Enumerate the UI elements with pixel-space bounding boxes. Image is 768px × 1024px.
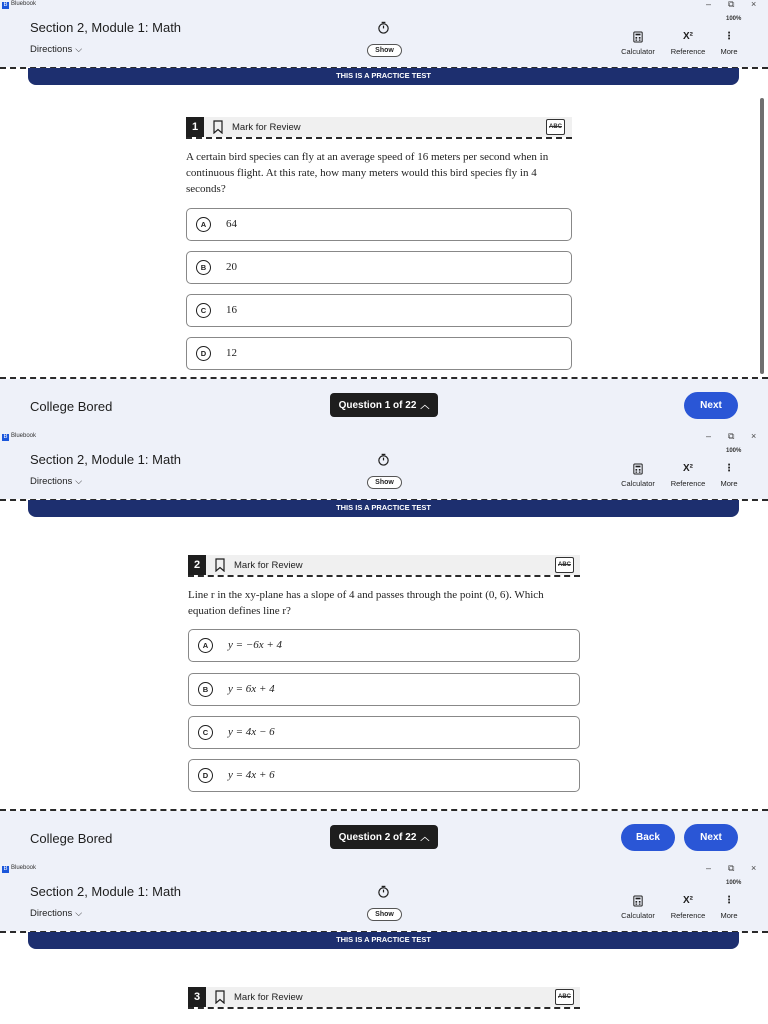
test-header bbox=[0, 12, 768, 67]
directions-label: Directions bbox=[30, 476, 73, 487]
title-bar bbox=[0, 432, 768, 444]
section-title: Section 2, Module 1: Math bbox=[30, 452, 182, 467]
practice-test-banner: THIS IS A PRACTICE TEST bbox=[28, 932, 739, 949]
show-timer-button[interactable]: Show bbox=[367, 908, 402, 921]
bluebook-window-2 bbox=[0, 432, 768, 864]
more-label: More bbox=[720, 911, 738, 920]
test-footer bbox=[0, 379, 768, 432]
more-label: More bbox=[720, 47, 738, 56]
chevron-down-icon: ⌵ bbox=[75, 476, 83, 486]
bluebook-app-icon: B bbox=[3, 2, 8, 8]
close-button[interactable]: × bbox=[751, 864, 757, 873]
question-number: 2 bbox=[188, 555, 206, 575]
chevron-down-icon: ⌵ bbox=[75, 44, 83, 54]
calculator-icon bbox=[633, 462, 643, 476]
back-button[interactable]: Back bbox=[621, 824, 675, 851]
choice-text: y = −6x + 4 bbox=[228, 639, 283, 651]
close-button[interactable]: × bbox=[751, 0, 757, 9]
question-header-rule bbox=[186, 137, 572, 139]
answer-eliminator-button[interactable]: ABC bbox=[555, 989, 574, 1005]
calculator-label: Calculator bbox=[621, 47, 655, 56]
bluebook-window-1 bbox=[0, 0, 768, 432]
question-header-rule bbox=[188, 575, 580, 577]
app-name: Bluebook bbox=[11, 865, 37, 871]
reference-button[interactable] bbox=[666, 462, 710, 488]
choice-letter: D bbox=[198, 768, 213, 783]
close-button[interactable]: × bbox=[751, 432, 757, 441]
question-prompt: A certain bird species can fly at an average speed of 16 meters per second when in continuous flight. At this rate, how many meters would this bird species fly in 4 seconds? bbox=[186, 151, 549, 195]
timer-icon[interactable] bbox=[377, 885, 390, 898]
minimize-button[interactable]: – bbox=[706, 864, 712, 873]
reference-label: Reference bbox=[670, 479, 706, 488]
question-number: 1 bbox=[186, 117, 204, 137]
section-title: Section 2, Module 1: Math bbox=[30, 884, 182, 899]
question-header-rule bbox=[188, 1007, 580, 1009]
answer-choice-a[interactable] bbox=[186, 208, 572, 241]
answer-choice-a[interactable] bbox=[188, 629, 580, 662]
choice-letter: B bbox=[198, 682, 213, 697]
show-timer-button[interactable]: Show bbox=[367, 476, 402, 489]
chevron-up-icon: ︿ bbox=[420, 832, 430, 842]
mark-for-review-label[interactable]: Mark for Review bbox=[232, 122, 301, 133]
test-header bbox=[0, 444, 768, 499]
choice-letter: C bbox=[198, 725, 213, 740]
bookmark-icon[interactable] bbox=[215, 558, 225, 572]
answer-choice-b[interactable] bbox=[186, 251, 572, 284]
formula-icon: X² bbox=[683, 895, 693, 906]
more-button[interactable] bbox=[715, 894, 743, 920]
choice-text: y = 4x − 6 bbox=[228, 726, 275, 738]
calculator-label: Calculator bbox=[621, 479, 655, 488]
calculator-icon bbox=[633, 30, 643, 44]
question-header bbox=[188, 555, 580, 575]
timer-icon[interactable] bbox=[377, 453, 390, 466]
show-timer-button[interactable]: Show bbox=[367, 44, 402, 57]
bookmark-icon[interactable] bbox=[215, 990, 225, 1004]
answer-choice-c[interactable] bbox=[186, 294, 572, 327]
next-button[interactable]: Next bbox=[684, 824, 738, 851]
zoom-indicator: 100% bbox=[726, 16, 742, 22]
directions-label: Directions bbox=[30, 44, 73, 55]
restore-button[interactable]: ⧉ bbox=[728, 864, 735, 873]
answer-eliminator-button[interactable]: ABC bbox=[555, 557, 574, 573]
choice-text: 12 bbox=[226, 347, 237, 359]
reference-label: Reference bbox=[670, 911, 706, 920]
question-header bbox=[188, 987, 580, 1007]
chevron-down-icon: ⌵ bbox=[75, 908, 83, 918]
app-name: Bluebook bbox=[11, 1, 37, 7]
minimize-button[interactable]: – bbox=[706, 432, 712, 441]
directions-toggle[interactable] bbox=[30, 908, 82, 919]
title-bar bbox=[0, 0, 768, 12]
mark-for-review-label[interactable]: Mark for Review bbox=[234, 560, 303, 571]
reference-label: Reference bbox=[670, 47, 706, 56]
practice-test-banner: THIS IS A PRACTICE TEST bbox=[28, 68, 739, 85]
calculator-button[interactable] bbox=[617, 894, 659, 920]
formula-icon: X² bbox=[683, 463, 693, 474]
more-vertical-icon: ⋮ bbox=[724, 463, 734, 474]
choice-letter: B bbox=[196, 260, 211, 275]
bluebook-window-3 bbox=[0, 864, 768, 1024]
directions-toggle[interactable] bbox=[30, 476, 82, 487]
choice-text: y = 6x + 4 bbox=[228, 683, 275, 695]
next-button[interactable]: Next bbox=[684, 392, 738, 419]
answer-choice-d[interactable] bbox=[186, 337, 572, 370]
more-label: More bbox=[720, 479, 738, 488]
answer-choice-b[interactable] bbox=[188, 673, 580, 706]
more-vertical-icon: ⋮ bbox=[724, 31, 734, 42]
test-footer bbox=[0, 811, 768, 864]
choice-letter: A bbox=[198, 638, 213, 653]
calculator-label: Calculator bbox=[621, 911, 655, 920]
calculator-button[interactable] bbox=[617, 30, 659, 56]
choice-letter: A bbox=[196, 217, 211, 232]
restore-button[interactable]: ⧉ bbox=[728, 432, 735, 441]
section-title: Section 2, Module 1: Math bbox=[30, 20, 182, 35]
formula-icon: X² bbox=[683, 31, 693, 42]
answer-eliminator-button[interactable]: ABC bbox=[546, 119, 565, 135]
reference-button[interactable] bbox=[666, 894, 710, 920]
answer-choice-c[interactable] bbox=[188, 716, 580, 749]
bluebook-app-icon: B bbox=[3, 866, 8, 872]
test-header bbox=[0, 876, 768, 931]
question-navigator-button[interactable] bbox=[330, 393, 438, 417]
calculator-icon bbox=[633, 894, 643, 908]
bookmark-icon[interactable] bbox=[213, 120, 223, 134]
app-name: Bluebook bbox=[11, 433, 37, 439]
question-navigator-button[interactable] bbox=[330, 825, 438, 849]
question-counter: Question 1 of 22 bbox=[338, 400, 417, 411]
question-prompt: Line r in the xy-plane has a slope of 4 and passes through the point (0, 6). Which equation defines line r? bbox=[188, 589, 544, 617]
choice-text: 16 bbox=[226, 304, 237, 316]
calculator-button[interactable] bbox=[617, 462, 659, 488]
chevron-up-icon: ︿ bbox=[420, 400, 430, 410]
title-bar bbox=[0, 864, 768, 876]
directions-toggle[interactable] bbox=[30, 44, 82, 55]
choice-text: 20 bbox=[226, 261, 237, 273]
timer-icon[interactable] bbox=[377, 21, 390, 34]
restore-button[interactable]: ⧉ bbox=[728, 0, 735, 9]
mark-for-review-label[interactable]: Mark for Review bbox=[234, 992, 303, 1003]
more-button[interactable] bbox=[715, 462, 743, 488]
more-vertical-icon: ⋮ bbox=[724, 895, 734, 906]
question-number: 3 bbox=[188, 987, 206, 1007]
brand-name: College Bored bbox=[30, 831, 113, 846]
question-counter: Question 2 of 22 bbox=[338, 832, 417, 843]
answer-choice-d[interactable] bbox=[188, 759, 580, 792]
directions-label: Directions bbox=[30, 908, 73, 919]
practice-test-banner: THIS IS A PRACTICE TEST bbox=[28, 500, 739, 517]
more-button[interactable] bbox=[715, 30, 743, 56]
minimize-button[interactable]: – bbox=[706, 0, 712, 9]
choice-letter: C bbox=[196, 303, 211, 318]
question-header bbox=[186, 117, 572, 137]
bluebook-app-icon: B bbox=[3, 434, 8, 440]
zoom-indicator: 100% bbox=[726, 448, 742, 454]
zoom-indicator: 100% bbox=[726, 880, 742, 886]
reference-button[interactable] bbox=[666, 30, 710, 56]
choice-letter: D bbox=[196, 346, 211, 361]
scrollbar[interactable] bbox=[760, 98, 764, 374]
choice-text: 64 bbox=[226, 218, 237, 230]
choice-text: y = 4x + 6 bbox=[228, 769, 275, 781]
brand-name: College Bored bbox=[30, 399, 113, 414]
